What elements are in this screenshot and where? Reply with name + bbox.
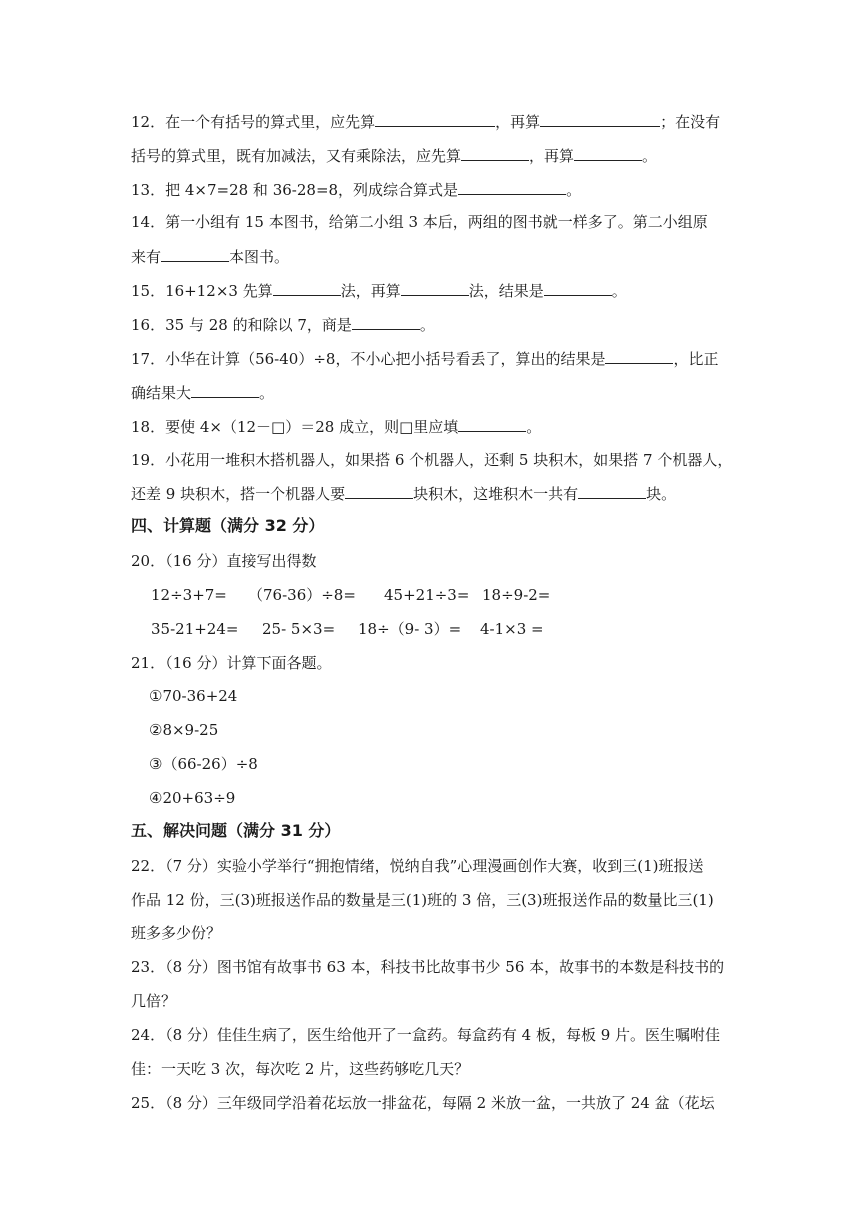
answer-blank[interactable] xyxy=(458,416,526,432)
question-25-line-1: 25．（8 分）三年级同学沿着花坛放一排盆花，每隔 2 米放一盆，一共放了 24 盆（花坛 xyxy=(131,1094,715,1112)
answer-blank[interactable] xyxy=(375,111,495,127)
question-20-title: 20．（16 分）直接写出得数 xyxy=(131,552,317,570)
answer-blank[interactable] xyxy=(578,483,646,499)
calc-item: 25- 5×3= xyxy=(262,620,336,638)
answer-blank[interactable] xyxy=(191,382,259,398)
question-23-line-1: 23．（8 分）图书馆有故事书 63 本，科技书比故事书少 56 本，故事书的本数是科技书的 xyxy=(131,958,725,976)
question-12-line-1: 12．在一个有括号的算式里，应先算 ，再算 ；在没有 xyxy=(131,113,721,131)
calc-item: 12÷3+7= xyxy=(151,586,227,604)
calc-problem-1: ①70-36+24 xyxy=(149,687,238,705)
section-heading-calculation: 四、计算题（满分 32 分） xyxy=(131,516,325,535)
section-heading-problems: 五、解决问题（满分 31 分） xyxy=(131,821,341,840)
question-24-line-1: 24．（8 分）佳佳生病了，医生给他开了一盒药。每盒药有 4 板，每板 9 片。医生嘱咐佳 xyxy=(131,1026,721,1044)
question-22-line-3: 班多多少份？ xyxy=(131,924,222,942)
question-16: 16．35 与 28 的和除以 7，商是 。 xyxy=(131,316,435,334)
answer-blank[interactable] xyxy=(345,483,413,499)
question-14-line-2: 来有 本图书。 xyxy=(131,248,290,266)
calc-item: （76-36）÷8= xyxy=(248,586,356,604)
answer-blank[interactable] xyxy=(544,280,612,296)
answer-blank[interactable] xyxy=(574,145,642,161)
answer-blank[interactable] xyxy=(401,280,469,296)
answer-blank[interactable] xyxy=(461,145,529,161)
calc-item: 35-21+24= xyxy=(151,620,239,638)
question-22-line-1: 22．（7 分）实验小学举行“拥抱情绪，悦纳自我”心理漫画创作大赛，收到三(1)班报送 xyxy=(131,857,704,875)
calc-item: 18÷（9- 3）= xyxy=(358,620,462,638)
question-14-line-1: 14．第一小组有 15 本图书，给第二小组 3 本后，两组的图书就一样多了。第二小组原 xyxy=(131,213,708,231)
question-12-line-2: 括号的算式里，既有加减法，又有乘除法，应先算 ，再算 。 xyxy=(131,147,658,165)
answer-blank[interactable] xyxy=(273,280,341,296)
question-19-line-2: 还差 9 块积木，搭一个机器人要 块积木，这堆积木一共有 块。 xyxy=(131,485,677,503)
answer-blank[interactable] xyxy=(352,314,420,330)
calc-problem-4: ④20+63÷9 xyxy=(149,789,236,807)
question-23-line-2: 几倍？ xyxy=(131,992,177,1010)
calc-problem-2: ②8×9-25 xyxy=(149,721,219,739)
calc-problem-3: ③（66-26）÷8 xyxy=(149,755,258,773)
answer-blank[interactable] xyxy=(540,111,660,127)
answer-blank[interactable] xyxy=(605,348,673,364)
question-17-line-2: 确结果大 。 xyxy=(131,384,275,402)
answer-blank[interactable] xyxy=(161,246,229,262)
calc-item: 4-1×3 = xyxy=(480,620,544,638)
question-13: 13．把 4×7=28 和 36-28=8，列成综合算式是 。 xyxy=(131,181,582,199)
question-22-line-2: 作品 12 份，三(3)班报送作品的数量是三(1)班的 3 倍，三(3)班报送作品的数量比三(1) xyxy=(131,891,714,909)
question-18: 18．要使 4×（12－□）＝28 成立，则□里应填 。 xyxy=(131,418,542,436)
question-21-title: 21．（16 分）计算下面各题。 xyxy=(131,654,332,672)
answer-blank[interactable] xyxy=(458,179,566,195)
calc-item: 45+21÷3= xyxy=(384,586,470,604)
calc-item: 18÷9-2= xyxy=(482,586,551,604)
question-19-line-1: 19．小花用一堆积木搭机器人，如果搭 6 个机器人，还剩 5 块积木，如果搭 7 个机器人， xyxy=(131,451,733,469)
question-24-line-2: 佳：一天吃 3 次，每次吃 2 片，这些药够吃几天？ xyxy=(131,1060,470,1078)
question-17-line-1: 17．小华在计算（56-40）÷8，不小心把小括号看丢了，算出的结果是 ，比正 xyxy=(131,350,719,368)
question-15: 15．16+12×3 先算 法，再算 法，结果是 。 xyxy=(131,282,627,300)
